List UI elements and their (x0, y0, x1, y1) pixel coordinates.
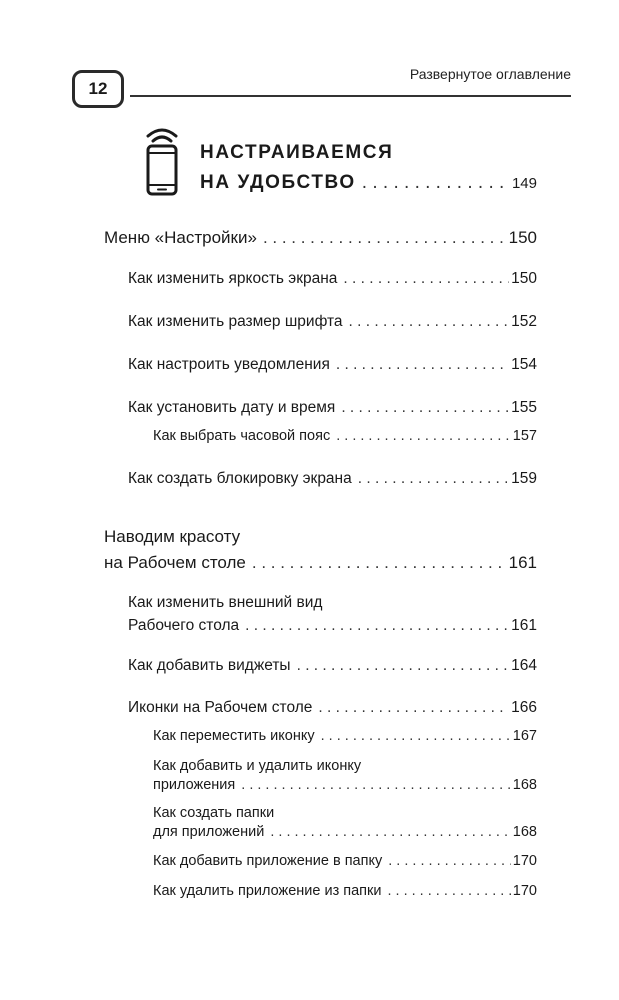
toc-entry-label: для приложений (153, 824, 265, 840)
running-title: Развернутое оглавление (409, 66, 571, 82)
leader-dots (349, 313, 510, 331)
toc-entry-page: 161 (511, 617, 537, 634)
toc-entry-page: 159 (511, 470, 537, 487)
toc-entry-label: Как выбрать часовой пояс (153, 428, 331, 444)
leader-dots (252, 553, 507, 573)
toc-entry-label: Как создать блокировку экрана (128, 470, 352, 487)
toc-entry-page: 164 (511, 657, 537, 674)
toc-entry-label: Как настроить уведомления (128, 356, 330, 373)
toc-entry-page: 170 (512, 853, 537, 869)
chapter-page: 149 (511, 175, 537, 192)
toc-entry[interactable] (128, 617, 537, 635)
leader-dots (388, 853, 511, 869)
toc-entry[interactable] (128, 470, 537, 488)
toc-entry-label-line1: Наводим красоту (104, 527, 241, 546)
toc-entry[interactable] (153, 428, 537, 444)
toc-entry-label: Иконки на Рабочем столе (128, 699, 313, 716)
toc-entry[interactable] (153, 777, 537, 793)
toc-entry-label: Как изменить размер шрифта (128, 313, 343, 330)
toc-entry[interactable] (128, 313, 537, 331)
toc-entry[interactable] (128, 699, 537, 717)
leader-dots (270, 824, 510, 840)
toc-entry[interactable] (104, 553, 537, 573)
leader-dots (297, 657, 510, 675)
toc-entry-page: 157 (512, 428, 537, 444)
leader-dots (336, 356, 509, 374)
toc-entry[interactable] (153, 728, 537, 744)
toc-entry-page: 170 (512, 883, 537, 899)
toc-entry-page: 150 (511, 270, 537, 287)
toc-entry[interactable] (153, 824, 537, 840)
toc-entry[interactable] (128, 399, 537, 417)
leader-dots (241, 777, 511, 793)
leader-dots (387, 883, 510, 899)
toc-entry-page: 161 (508, 553, 537, 572)
toc-entry[interactable] (153, 883, 537, 899)
toc-entry-page: 167 (512, 728, 537, 744)
toc-entry-label: Как изменить яркость экрана (128, 270, 338, 287)
toc-entry[interactable] (104, 228, 537, 248)
toc-entry-page: 154 (511, 356, 537, 373)
toc-entry-label: Как установить дату и время (128, 399, 336, 416)
toc-entry[interactable] (153, 853, 537, 869)
toc-entry-page: 150 (508, 228, 537, 247)
toc-entry-label: Как переместить иконку (153, 728, 315, 744)
leader-dots (321, 728, 511, 744)
toc-entry-page: 166 (511, 699, 537, 716)
page-number-badge (72, 70, 124, 108)
leader-dots (336, 428, 511, 444)
header-rule (130, 95, 571, 97)
chapter-title-line2: НА УДОБСТВО (200, 172, 356, 193)
toc-entry[interactable] (128, 657, 537, 675)
leader-dots (245, 617, 509, 635)
leader-dots (341, 399, 509, 417)
toc-entry-page: 152 (511, 313, 537, 330)
chapter-title-line1: НАСТРАИВАЕМСЯ (200, 142, 394, 163)
chapter-entry[interactable] (200, 172, 537, 194)
toc-entry-label-line1: Как добавить и удалить иконку (153, 758, 362, 774)
toc-entry-page: 168 (512, 777, 537, 793)
toc-entry-page: 155 (511, 399, 537, 416)
toc-entry-label-line1: Как создать папки (153, 805, 275, 821)
toc-entry[interactable] (128, 356, 537, 374)
toc-entry-page: 168 (512, 824, 537, 840)
leader-dots (358, 470, 509, 488)
toc-entry-label: приложения (153, 777, 236, 793)
leader-dots (343, 270, 509, 288)
toc-entry-label-line1: Как изменить внешний вид (128, 594, 323, 611)
toc-entry-label: на Рабочем столе (104, 553, 246, 572)
toc-entry-label: Как добавить виджеты (128, 657, 291, 674)
smartphone-signal-icon (138, 122, 186, 196)
toc-entry-label: Как удалить приложение из папки (153, 883, 382, 899)
toc-entry-label: Как добавить приложение в папку (153, 853, 383, 869)
toc-entry[interactable] (128, 270, 537, 288)
page-number: 12 (88, 79, 108, 98)
leader-dots (318, 699, 509, 717)
leader-dots (362, 172, 510, 194)
toc-entry-label: Рабочего стола (128, 617, 240, 634)
toc-entry-label: Меню «Настройки» (104, 228, 257, 247)
leader-dots (263, 228, 507, 248)
